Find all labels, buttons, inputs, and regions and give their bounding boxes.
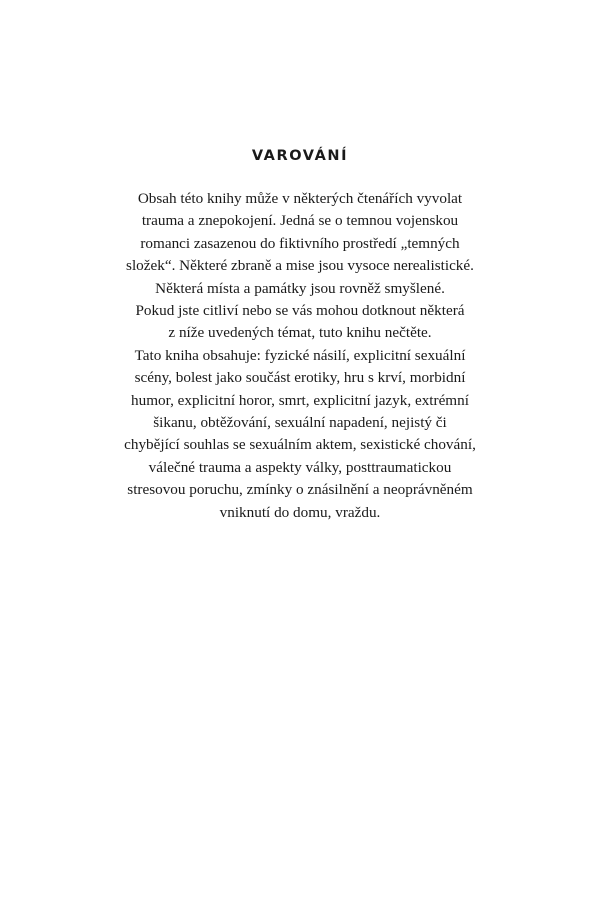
text-line: scény, bolest jako součást erotiky, hru s krví, morbidní (134, 369, 466, 387)
text-line: Tato kniha obsahuje: fyzické násilí, explicitní sexuální (134, 346, 466, 364)
text-line: Obsah této knihy může v některých čtenářích vyvolat (137, 190, 463, 207)
text-line: stresovou poruchu, zmínky o znásilnění a neoprávněném (127, 481, 473, 499)
warning-text (80, 188, 520, 524)
text-line: chybějící souhlas se sexuálním aktem, sexistické chování, (124, 436, 476, 454)
text-line: Některá místa a památky jsou rovněž smyšlené. (155, 279, 445, 297)
text-line: trauma a znepokojení. Jedná se o temnou vojenskou (141, 212, 459, 230)
text-line: válečné trauma a aspekty války, posttraumatickou (148, 458, 452, 476)
warning-heading: VAROVÁNÍ (251, 148, 349, 164)
text-line: šikanu, obtěžování, sexuální napadení, nejistý či (153, 414, 447, 432)
text-line: romanci zasazenou do fiktivního prostředí „temných (140, 234, 460, 252)
text-line: z níže uvedených témat, tuto knihu nečtěte. (168, 324, 432, 342)
text-line: složek“. Některé zbraně a mise jsou vysoce nerealistické. (126, 257, 474, 275)
text-line: Pokud jste citliví nebo se vás mohou dotknout některá (135, 302, 465, 320)
text-line: humor, explicitní horor, smrt, explicitní jazyk, extrémní (131, 391, 469, 409)
text-line: vniknutí do domu, vraždu. (219, 503, 381, 521)
